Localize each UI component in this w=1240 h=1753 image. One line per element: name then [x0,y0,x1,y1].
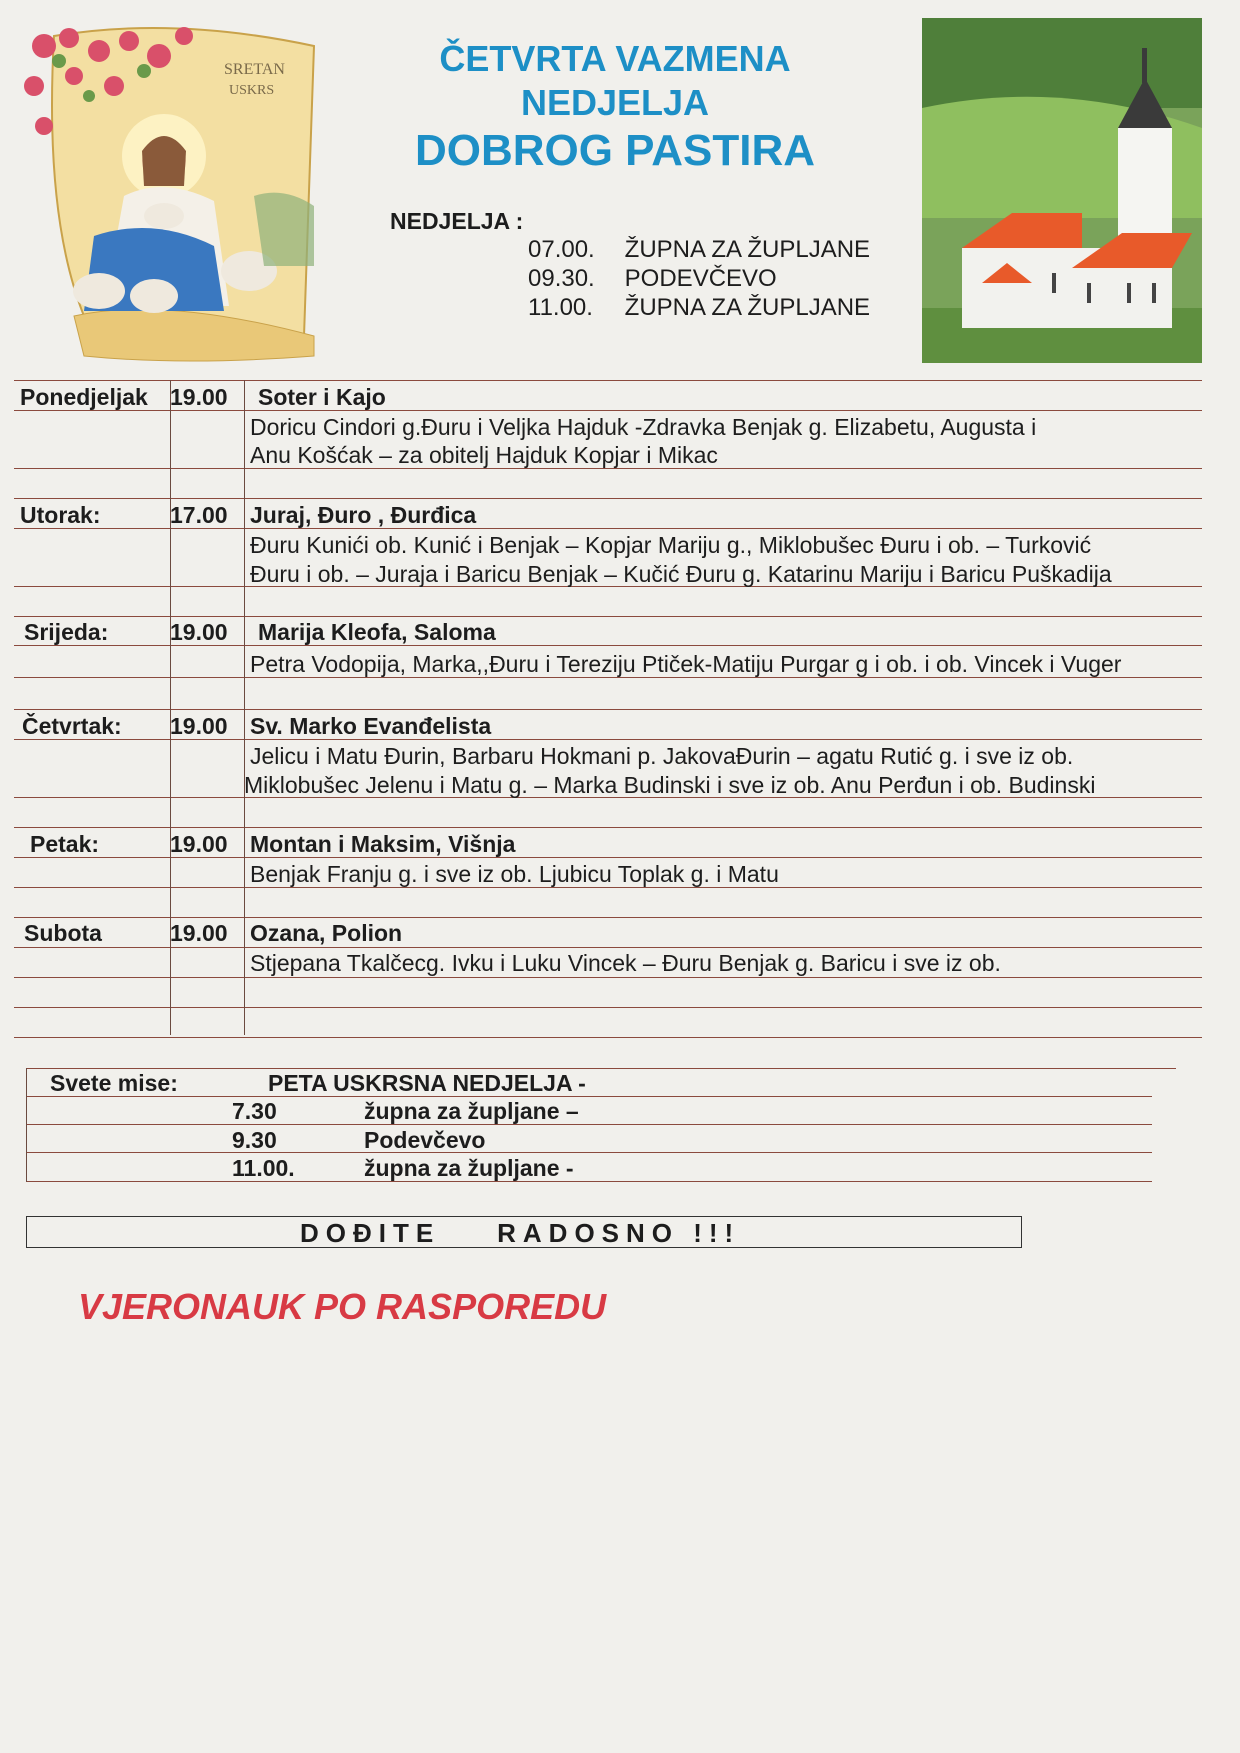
catechism-notice: VJERONAUK PO RASPOREDU [78,1286,607,1327]
next-mass-time: 7.30 [232,1098,277,1124]
day-label-wednesday: Srijeda: [24,619,109,645]
intention-wednesday-1: Petra Vodopija, Marka,,Đuru i Tereziju Ptiček-Matiju Purgar g i ob. i ob. Vincek i Vuger [250,651,1122,677]
mass-time-monday: 19.00 [170,384,228,410]
mass-time-saturday: 19.00 [170,920,228,946]
sunday-mass-time: 11.00. [528,294,593,321]
sunday-mass-time: 07.00. [528,236,595,263]
next-mass-time: 9.30 [232,1127,277,1153]
sunday-mass-place: PODEVČEVO [624,265,777,292]
saint-saturday: Ozana, Polion [250,920,403,946]
sunday-label: NEDJELJA : [390,208,524,234]
holy-masses-label: Svete mise: [50,1070,178,1096]
day-label-tuesday: Utorak: [20,502,101,528]
page-title-line-3: DOBROG PASTIRA [414,126,816,175]
saint-tuesday: Juraj, Đuro , Đurđica [250,502,477,528]
next-mass-place: župna za župljane – [364,1098,579,1124]
intention-thursday-1: Jelicu i Matu Đurin, Barbaru Hokmani p. JakovaĐurin – agatu Rutić g. i sve iz ob. [250,743,1074,769]
intention-tuesday-2: Đuru i ob. – Juraja i Baricu Benjak – Kučić Đuru g. Katarinu Mariju i Baricu Puškadija [250,561,1112,587]
intention-saturday-1: Stjepana Tkalčecg. Ivku i Luku Vincek – Đuru Benjak g. Baricu i sve iz ob. [250,950,1001,976]
saint-monday: Soter i Kajo [258,384,386,410]
sunday-mass-row [528,294,870,322]
sunday-mass-place: ŽUPNA ZA ŽUPLJANE [624,294,871,321]
intention-tuesday-1: Đuru Kunići ob. Kunić i Benjak – Kopjar Mariju g., Miklobušec Đuru i ob. – Turković [250,532,1092,558]
next-mass-time: 11.00. [232,1155,295,1181]
mass-time-tuesday: 17.00 [170,502,228,528]
page-title-line-2: NEDJELJA [520,82,710,123]
card-text-sretan: SRETAN [224,61,285,78]
page-title-line-1: ČETVRTA VAZMENA [439,38,791,79]
church-photo [922,18,1202,363]
mass-time-thursday: 19.00 [170,713,228,739]
day-label-monday: Ponedjeljak [20,384,148,410]
holy-masses-box [26,1068,1176,1182]
easter-card-illustration [14,16,348,368]
card-text-uskrs: USKRS [229,83,275,98]
intention-monday-2: Anu Košćak – za obitelj Hajduk Kopjar i Mikac [250,442,718,468]
day-label-thursday: Četvrtak: [22,713,122,739]
sunday-mass-row [528,265,777,293]
next-mass-place: župna za župljane - [364,1155,574,1181]
saint-wednesday: Marija Kleofa, Saloma [258,619,496,645]
saint-thursday: Sv. Marko Evanđelista [250,713,492,739]
next-mass-place: Podevčevo [364,1127,486,1153]
saint-friday: Montan i Maksim, Višnja [250,831,516,857]
mass-time-wednesday: 19.00 [170,619,228,645]
intention-friday-1: Benjak Franju g. i sve iz ob. Ljubicu Toplak g. i Matu [250,861,779,887]
closing-message: DOĐITE RADOSNO !!! [300,1218,741,1248]
sunday-mass-time: 09.30. [528,265,595,292]
sunday-mass-row [528,236,870,264]
sunday-mass-place: ŽUPNA ZA ŽUPLJANE [624,236,871,263]
mass-time-friday: 19.00 [170,831,228,857]
day-label-saturday: Subota [24,920,102,946]
intention-monday-1: Doricu Cindori g.Đuru i Veljka Hajduk -Zdravka Benjak g. Elizabetu, Augusta i [250,414,1037,440]
day-label-friday: Petak: [30,831,100,857]
next-sunday-title: PETA USKRSNA NEDJELJA - [268,1070,586,1096]
intention-thursday-2: Miklobušec Jelenu i Matu g. – Marka Budinski i sve iz ob. Anu Perđun i ob. Budinski [244,772,1096,798]
